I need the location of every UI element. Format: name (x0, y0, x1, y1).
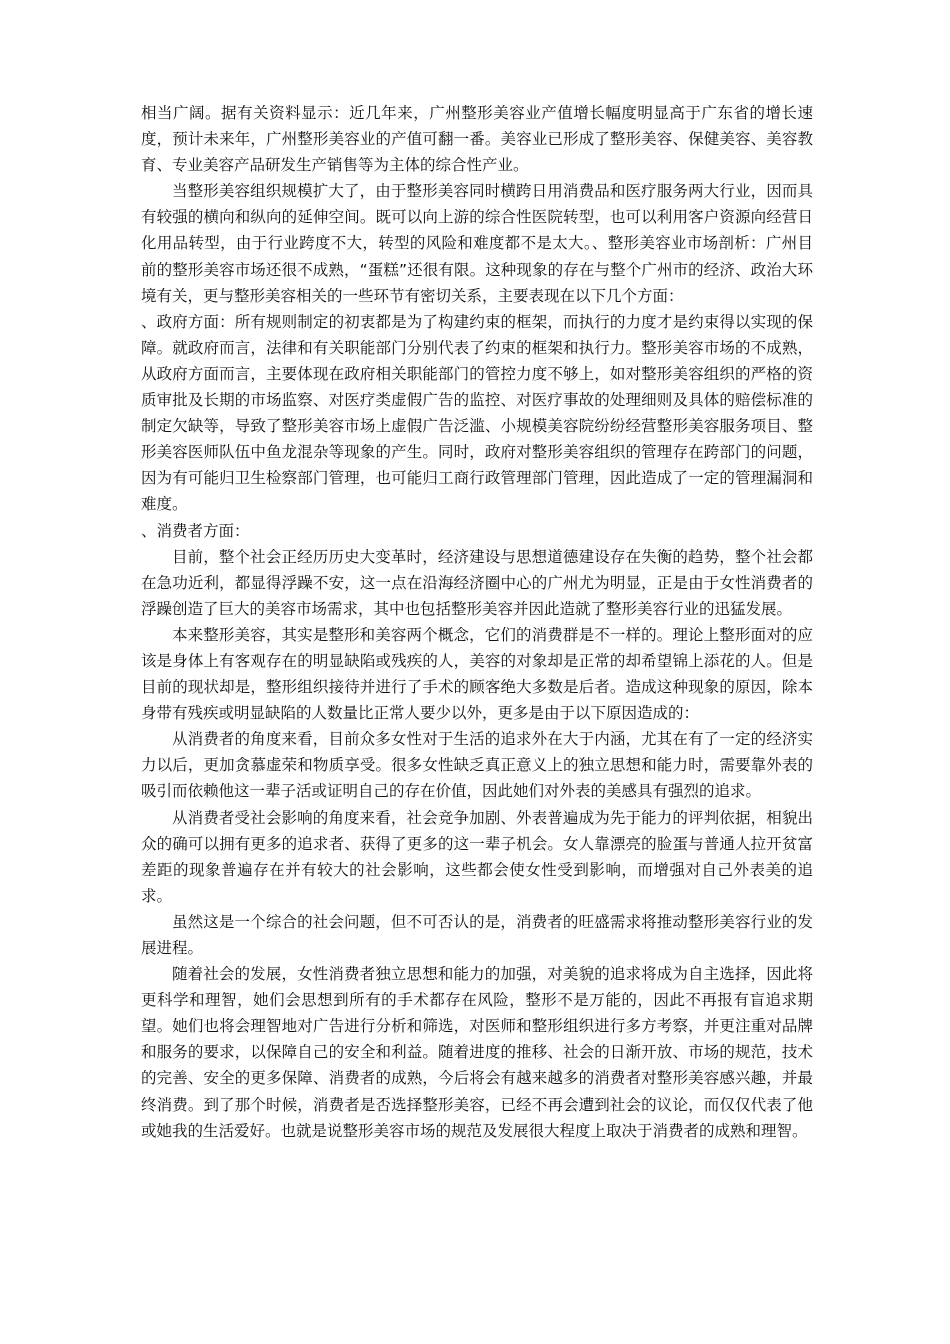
paragraph-8: 从消费者受社会影响的角度来看，社会竞争加剧、外表普遍成为先于能力的评判依据，相貌出众的确可以拥有更多的追求者、获得了更多的这一辈子机会。女人靠漂亮的脸蛋与普通人拉开贫富差距的现象普遍存在并有较大的社会影响，这些都会使女性受到影响，而增强对自己外表美的追求。 (141, 808, 813, 905)
paragraph-10: 随着社会的发展，女性消费者独立思想和能力的加强，对美貌的追求将成为自主选择，因此将更科学和理智，她们会思想到所有的手术都存在风险，整形不是万能的，因此不再报有盲追求期望。她们也将会理智地对广告进行分析和筛选，对医师和整形组织进行多方考察，并更注重对品牌和服务的要求，以保障自己的安全和利益。随着进度的推移、社会的日渐开放、市场的规范，技术的完善、安全的更多保障、消费者的成熟，今后将会有越来越多的消费者对整形美容感兴趣，并最终消费。到了那个时候，消费者是否选择整形美容，已经不再会遭到社会的议论，而仅仅代表了他或她我的生活爱好。也就是说整形美容市场的规范及发展很大程度上取决于消费者的成熟和理智。 (141, 965, 813, 1140)
paragraph-6: 本来整形美容，其实是整形和美容两个概念，它们的消费群是不一样的。理论上整形面对的应该是身体上有客观存在的明显缺陷或残疾的人，美容的对象却是正常的却希望锦上添花的人。但是目前的现状却是，整形组织接待并进行了手术的顾客绝大多数是后者。造成这种现象的原因，除本身带有残疾或明显缺陷的人数量比正常人要少以外，更多是由于以下原因造成的： (141, 625, 813, 723)
paragraph-2: 当整形美容组织规模扩大了，由于整形美容同时横跨日用消费品和医疗服务两大行业，因而具有较强的横向和纵向的延伸空间。既可以向上游的综合性医院转型，也可以利用客户资源向经营日化用品转型，由于行业跨度不大，转型的风险和难度都不是太大。、整形美容业市场剖析：广州目前的整形美容市场还很不成熟，“蛋糕”还很有限。这种现象的存在与整个广州市的经济、政治大环境有关，更与整形美容相关的一些环节有密切关系，主要表现在以下几个方面： (141, 182, 813, 305)
paragraph-9: 虽然这是一个综合的社会问题，但不可否认的是，消费者的旺盛需求将推动整形美容行业的发展进程。 (141, 912, 813, 957)
document-body (141, 100, 813, 1144)
paragraph-3: 、政府方面：所有规则制定的初衷都是为了构建约束的框架，而执行的力度才是约束得以实现的保障。就政府而言，法律和有关职能部门分别代表了约束的框架和执行力。整形美容市场的不成熟，从政府方面而言，主要体现在政府相关职能部门的管控力度不够上，如对整形美容组织的严格的资质审批及长期的市场监察、对医疗类虚假广告的监控、对医疗事故的处理细则及具体的赔偿标准的制定欠缺等，导致了整形美容市场上虚假广告泛滥、小规模美容院纷纷经营整形美容服务项目、整形美容医师队伍中鱼龙混杂等现象的产生。同时，政府对整形美容组织的管理存在跨部门的问题，因为有可能归卫生检察部门管理，也可能归工商行政管理部门管理，因此造成了一定的管理漏洞和难度。 (141, 312, 813, 514)
paragraph-1: 相当广阔。据有关资料显示：近几年来，广州整形美容业产值增长幅度明显高于广东省的增长速度，预计未来年，广州整形美容业的产值可翻一番。美容业已形成了整形美容、保健美容、美容教育、专业美容产品研发生产销售等为主体的综合性产业。 (141, 104, 813, 175)
paragraph-4: 、消费者方面： (141, 521, 250, 540)
paragraph-7: 从消费者的角度来看，目前众多女性对于生活的追求外在大于内涵，尤其在有了一定的经济实力以后，更加贪慕虚荣和物质享受。很多女性缺乏真正意义上的独立思想和能力时，需要靠外表的吸引而依赖他这一辈子活或证明自己的存在价值，因此她们对外表的美感具有强烈的追求。 (141, 730, 813, 801)
paragraph-5: 目前，整个社会正经历历史大变革时，经济建设与思想道德建设存在失衡的趋势，整个社会都在急功近利，都显得浮躁不安，这一点在沿海经济圈中心的广州尤为明显，正是由于女性消费者的浮躁创造了巨大的美容市场需求，其中也包括整形美容并因此造就了整形美容行业的迅猛发展。 (141, 547, 813, 618)
